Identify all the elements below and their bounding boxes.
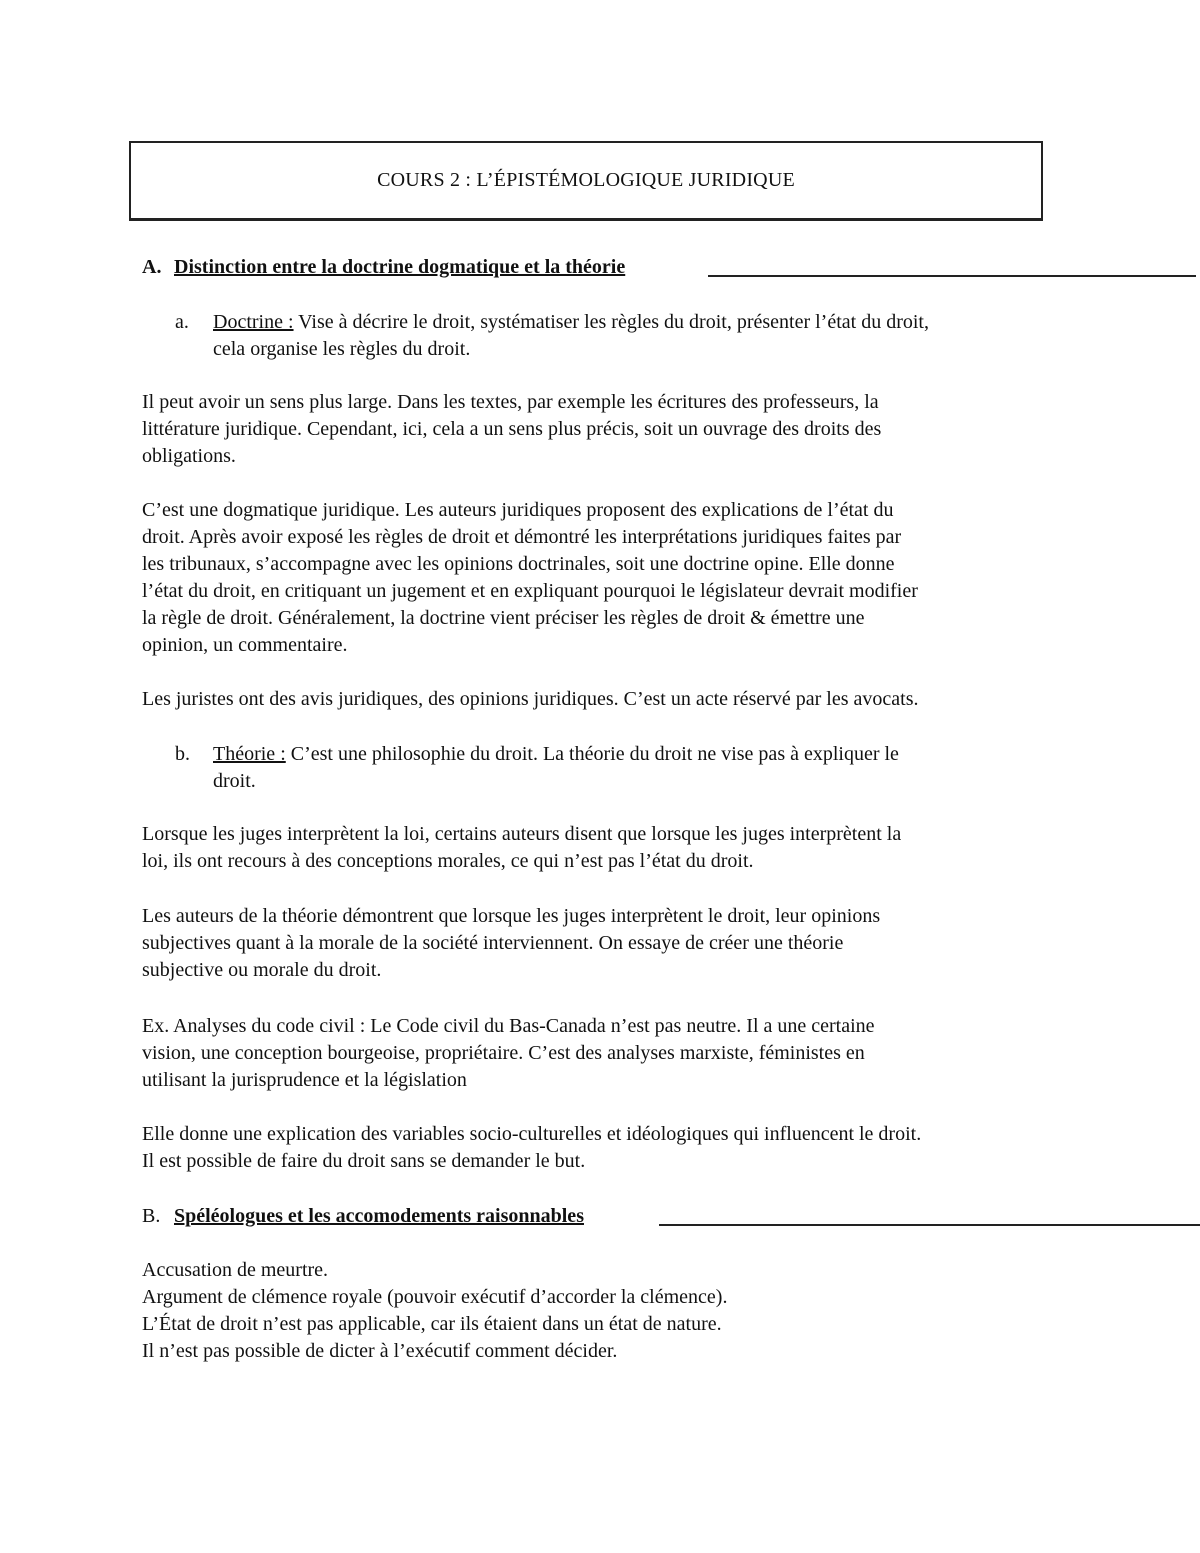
sub-b-term: Théorie : bbox=[213, 743, 286, 765]
sub-b-label: b. bbox=[175, 743, 190, 765]
section-a-title: Distinction entre la doctrine dogmatique et la théorie bbox=[174, 256, 626, 278]
para2-line: la règle de droit. Généralement, la doctrine vient préciser les règles de droit & émettre une bbox=[142, 607, 865, 629]
para1-line: littérature juridique. Cependant, ici, cela a un sens plus précis, soit un ouvrage des droits des bbox=[142, 418, 882, 440]
para3-line: Les juristes ont des avis juridiques, des opinions juridiques. C’est un acte réservé par les avocats. bbox=[142, 688, 919, 710]
para1-line: Il peut avoir un sens plus large. Dans les textes, par exemple les écritures des professeurs, la bbox=[142, 391, 879, 413]
para6-line: utilisant la jurisprudence et la législation bbox=[142, 1069, 467, 1091]
section-b-rule bbox=[659, 1224, 1200, 1226]
para1-line: obligations. bbox=[142, 445, 236, 467]
section-b-line: L’État de droit n’est pas applicable, car ils étaient dans un état de nature. bbox=[142, 1313, 722, 1335]
sub-a-line2: cela organise les règles du droit. bbox=[213, 338, 471, 360]
section-a-letter: A. bbox=[142, 256, 162, 278]
para7-line: Elle donne une explication des variables socio-culturelles et idéologiques qui influencent le droit. bbox=[142, 1123, 922, 1145]
document-title: COURS 2 : L’ÉPISTÉMOLOGIQUE JURIDIQUE bbox=[377, 169, 795, 191]
section-b-line: Argument de clémence royale (pouvoir exécutif d’accorder la clémence). bbox=[142, 1286, 728, 1308]
para5-line: subjectives quant à la morale de la société interviennent. On essaye de créer une théorie bbox=[142, 932, 844, 954]
para4-line: loi, ils ont recours à des conceptions morales, ce qui n’est pas l’état du droit. bbox=[142, 850, 754, 872]
sub-a-text1: Vise à décrire le droit, systématiser les règles du droit, présenter l’état du droit, bbox=[293, 311, 929, 333]
section-a-heading bbox=[142, 254, 625, 281]
section-b-line: Accusation de meurtre. bbox=[142, 1259, 329, 1281]
para2-line: l’état du droit, en critiquant un jugement et en expliquant pourquoi le législateur devrait modifier bbox=[142, 580, 918, 602]
title-box bbox=[129, 141, 1043, 221]
para7-line: Il est possible de faire du droit sans se demander le but. bbox=[142, 1150, 586, 1172]
para2-line: droit. Après avoir exposé les règles de droit et démontré les interprétations juridiques faites par bbox=[142, 526, 902, 548]
section-b-title: Spéléologues et les accomodements raisonnables bbox=[174, 1205, 584, 1227]
para6-line: vision, une conception bourgeoise, propriétaire. C’est des analyses marxiste, féministes en bbox=[142, 1042, 865, 1064]
sub-b-text1: C’est une philosophie du droit. La théorie du droit ne vise pas à expliquer le bbox=[285, 743, 899, 765]
section-b-line: Il n’est pas possible de dicter à l’exécutif comment décider. bbox=[142, 1340, 618, 1362]
para4-line: Lorsque les juges interprètent la loi, certains auteurs disent que lorsque les juges interprètent la bbox=[142, 823, 902, 845]
para6-line: Ex. Analyses du code civil : Le Code civil du Bas-Canada n’est pas neutre. Il a une certaine bbox=[142, 1015, 875, 1037]
sub-a-label: a. bbox=[175, 311, 189, 333]
para5-line: Les auteurs de la théorie démontrent que lorsque les juges interprètent le droit, leur opinions bbox=[142, 905, 881, 927]
para2-line: opinion, un commentaire. bbox=[142, 634, 348, 656]
sub-b-line1 bbox=[175, 741, 899, 768]
section-a-rule bbox=[708, 275, 1196, 277]
section-b-heading bbox=[142, 1203, 584, 1230]
sub-b-line2: droit. bbox=[213, 770, 256, 792]
sub-a-line1 bbox=[175, 309, 929, 336]
para5-line: subjective ou morale du droit. bbox=[142, 959, 382, 981]
para2-line: les tribunaux, s’accompagne avec les opinions doctrinales, soit une doctrine opine. Elle donne bbox=[142, 553, 895, 575]
sub-a-term: Doctrine : bbox=[213, 311, 294, 333]
para2-line: C’est une dogmatique juridique. Les auteurs juridiques proposent des explications de l’état du bbox=[142, 499, 894, 521]
section-b-letter: B. bbox=[142, 1205, 161, 1227]
